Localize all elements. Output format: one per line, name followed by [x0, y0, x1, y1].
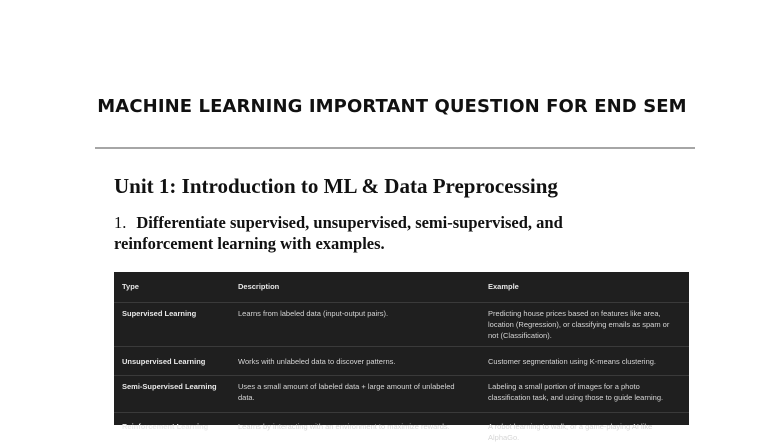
comparison-table	[114, 272, 689, 442]
question-text: Differentiate supervised, unsupervised, semi-supervised, and reinforcement learning with examples.	[114, 213, 563, 253]
table-header-row	[114, 272, 689, 302]
table-row	[114, 375, 689, 412]
cell-description: Learns by interacting with an environment to maximize rewards.	[238, 421, 450, 431]
cell-description: Works with unlabeled data to discover patterns.	[230, 346, 480, 375]
column-header-description: Description	[230, 272, 480, 302]
cell-example: A robot learning to walk, or a game-playing AI like AlphaGo.	[488, 421, 653, 442]
cell-example: Labeling a small portion of images for a photo classification task, and using those to guide learning.	[480, 375, 689, 412]
unit-heading: Unit 1: Introduction to ML & Data Preprocessing	[114, 174, 558, 198]
document-title: MACHINE LEARNING IMPORTANT QUESTION FOR END SEM	[97, 96, 687, 117]
question-number: 1.	[114, 213, 127, 232]
cell-type: Semi-Supervised Learning	[114, 375, 230, 412]
cell-description: Learns from labeled data (input-output pairs).	[230, 302, 480, 346]
header-divider	[95, 147, 695, 149]
cell-description: Uses a small amount of labeled data + large amount of unlabeled data.	[230, 375, 480, 412]
cell-example: Customer segmentation using K-means clustering.	[480, 346, 689, 375]
column-header-type: Type	[114, 272, 230, 302]
table-row	[114, 346, 689, 375]
cell-type: Supervised Learning	[114, 302, 230, 346]
cell-example: Predicting house prices based on features like area, location (Regression), or classifying emails as spam or not (Classification).	[480, 302, 689, 346]
question-1	[114, 212, 634, 254]
table-row	[114, 302, 689, 346]
cell-type: Unsupervised Learning	[114, 346, 230, 375]
column-header-example: Example	[480, 272, 689, 302]
cell-type: Reinforcement Learning	[122, 421, 209, 431]
table-row	[114, 412, 689, 448]
